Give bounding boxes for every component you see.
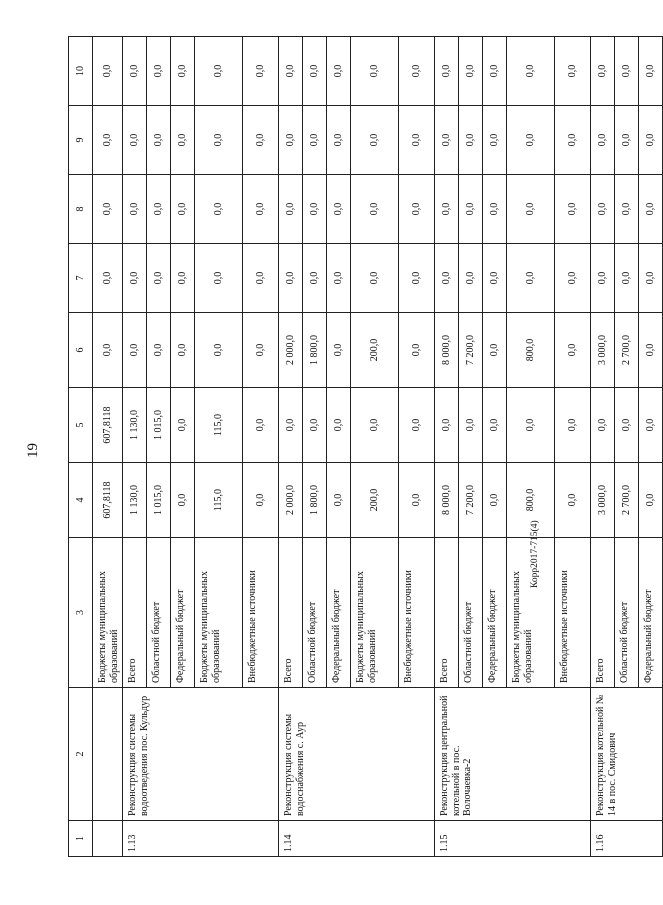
- funding-source-cell: Бюджеты муниципальных образований: [195, 538, 243, 688]
- value-cell: 0,0: [351, 388, 399, 463]
- value-cell: 0,0: [303, 175, 327, 244]
- value-cell: 0,0: [615, 388, 639, 463]
- funding-source-cell: Внебюджетные источники: [399, 538, 435, 688]
- value-cell: 0,0: [327, 244, 351, 313]
- value-cell: 0,0: [483, 175, 507, 244]
- value-cell: 0,0: [123, 244, 147, 313]
- value-cell: 0,0: [639, 106, 663, 175]
- value-cell: 0,0: [171, 37, 195, 106]
- value-cell: 0,0: [639, 388, 663, 463]
- value-cell: 0,0: [243, 463, 279, 538]
- value-cell: 0,0: [171, 388, 195, 463]
- column-header: 10: [69, 37, 93, 106]
- column-header: 2: [69, 688, 93, 821]
- column-header: 9: [69, 106, 93, 175]
- value-cell: 2 700,0: [615, 463, 639, 538]
- value-cell: 607,8118: [93, 388, 123, 463]
- value-cell: 0,0: [123, 37, 147, 106]
- value-cell: 8 000,0: [435, 463, 459, 538]
- funding-source-cell: Федеральный бюджет: [171, 538, 195, 688]
- funding-source-cell: Областной бюджет: [459, 538, 483, 688]
- value-cell: 7 200,0: [459, 313, 483, 388]
- value-cell: 0,0: [591, 106, 615, 175]
- value-cell: 0,0: [243, 244, 279, 313]
- value-cell: 0,0: [615, 106, 639, 175]
- funding-source-cell: Бюджеты муниципальных образований: [351, 538, 399, 688]
- value-cell: 0,0: [327, 106, 351, 175]
- value-cell: 0,0: [507, 175, 555, 244]
- column-header: 5: [69, 388, 93, 463]
- value-cell: 0,0: [147, 313, 171, 388]
- value-cell: 0,0: [147, 175, 171, 244]
- value-cell: 0,0: [435, 37, 459, 106]
- value-cell: 0,0: [123, 106, 147, 175]
- value-cell: 0,0: [147, 37, 171, 106]
- value-cell: 0,0: [459, 37, 483, 106]
- value-cell: 0,0: [459, 106, 483, 175]
- funding-source-cell: Федеральный бюджет: [327, 538, 351, 688]
- value-cell: 0,0: [171, 313, 195, 388]
- value-cell: 0,0: [507, 244, 555, 313]
- document-code: Корр2017-715(4): [530, 520, 540, 588]
- column-header: 4: [69, 463, 93, 538]
- funding-source-cell: Федеральный бюджет: [483, 538, 507, 688]
- value-cell: 7 200,0: [459, 463, 483, 538]
- table-row: [279, 37, 303, 857]
- value-cell: 0,0: [639, 313, 663, 388]
- value-cell: 0,0: [555, 244, 591, 313]
- column-header: 8: [69, 175, 93, 244]
- value-cell: 0,0: [351, 244, 399, 313]
- value-cell: 0,0: [435, 244, 459, 313]
- funding-table-body: [69, 37, 663, 857]
- value-cell: 200,0: [351, 463, 399, 538]
- value-cell: 0,0: [639, 37, 663, 106]
- value-cell: 0,0: [93, 244, 123, 313]
- funding-source-cell: Федеральный бюджет: [639, 538, 663, 688]
- value-cell: 0,0: [507, 37, 555, 106]
- value-cell: 0,0: [399, 37, 435, 106]
- funding-source-cell: Областной бюджет: [147, 538, 171, 688]
- value-cell: 3 000,0: [591, 463, 615, 538]
- value-cell: 0,0: [615, 37, 639, 106]
- value-cell: 0,0: [327, 37, 351, 106]
- value-cell: 0,0: [93, 313, 123, 388]
- value-cell: 0,0: [555, 388, 591, 463]
- value-cell: 0,0: [591, 388, 615, 463]
- header-row: [69, 37, 93, 857]
- value-cell: 0,0: [243, 37, 279, 106]
- value-cell: 0,0: [123, 175, 147, 244]
- value-cell: 0,0: [399, 313, 435, 388]
- value-cell: 2 000,0: [279, 313, 303, 388]
- table-row: [123, 37, 147, 857]
- value-cell: 0,0: [483, 313, 507, 388]
- value-cell: 0,0: [279, 175, 303, 244]
- column-header: 7: [69, 244, 93, 313]
- value-cell: 0,0: [279, 244, 303, 313]
- value-cell: 0,0: [279, 37, 303, 106]
- value-cell: 0,0: [303, 244, 327, 313]
- row-number-cell: 1.15: [435, 821, 591, 857]
- column-header: 3: [69, 538, 93, 688]
- value-cell: 0,0: [555, 313, 591, 388]
- funding-source-cell: Внебюджетные источники: [555, 538, 591, 688]
- value-cell: 0,0: [399, 175, 435, 244]
- value-cell: 607,8118: [93, 463, 123, 538]
- value-cell: 0,0: [147, 244, 171, 313]
- value-cell: 0,0: [555, 37, 591, 106]
- funding-source-cell: Областной бюджет: [303, 538, 327, 688]
- value-cell: 1 800,0: [303, 463, 327, 538]
- value-cell: 0,0: [483, 388, 507, 463]
- value-cell: 0,0: [591, 175, 615, 244]
- value-cell: 0,0: [555, 106, 591, 175]
- project-name-cell: Реконструкция котельной № 14 в пос. Смидович: [591, 688, 663, 821]
- value-cell: 3 000,0: [591, 313, 615, 388]
- value-cell: 0,0: [351, 106, 399, 175]
- value-cell: 0,0: [483, 106, 507, 175]
- value-cell: 0,0: [483, 463, 507, 538]
- value-cell: 0,0: [639, 463, 663, 538]
- value-cell: 0,0: [195, 313, 243, 388]
- value-cell: 0,0: [93, 37, 123, 106]
- value-cell: 0,0: [459, 388, 483, 463]
- funding-source-cell: Внебюджетные источники: [243, 538, 279, 688]
- value-cell: 0,0: [507, 106, 555, 175]
- value-cell: 1 800,0: [303, 313, 327, 388]
- value-cell: 0,0: [123, 313, 147, 388]
- value-cell: 0,0: [639, 175, 663, 244]
- value-cell: 0,0: [171, 244, 195, 313]
- value-cell: 0,0: [195, 106, 243, 175]
- table-row: [591, 37, 615, 857]
- value-cell: 0,0: [459, 244, 483, 313]
- value-cell: 0,0: [399, 463, 435, 538]
- value-cell: 0,0: [615, 244, 639, 313]
- value-cell: 0,0: [147, 106, 171, 175]
- value-cell: 1 015,0: [147, 463, 171, 538]
- value-cell: 0,0: [195, 175, 243, 244]
- value-cell: 0,0: [591, 244, 615, 313]
- value-cell: 115,0: [195, 463, 243, 538]
- funding-source-cell: Всего: [591, 538, 615, 688]
- row-number-cell: 1.13: [123, 821, 279, 857]
- value-cell: 0,0: [243, 106, 279, 175]
- value-cell: 0,0: [483, 37, 507, 106]
- value-cell: 0,0: [591, 37, 615, 106]
- row-number-cell: [93, 821, 123, 857]
- value-cell: 0,0: [243, 313, 279, 388]
- value-cell: 0,0: [303, 388, 327, 463]
- value-cell: 0,0: [279, 106, 303, 175]
- table-row: [435, 37, 459, 857]
- row-number-cell: 1.14: [279, 821, 435, 857]
- funding-source-cell: Бюджеты муниципальных образований: [507, 538, 555, 688]
- value-cell: 0,0: [195, 244, 243, 313]
- column-header: 6: [69, 313, 93, 388]
- value-cell: 0,0: [483, 244, 507, 313]
- value-cell: 0,0: [93, 175, 123, 244]
- value-cell: 8 000,0: [435, 313, 459, 388]
- value-cell: 0,0: [303, 106, 327, 175]
- funding-source-cell: Всего: [279, 538, 303, 688]
- value-cell: 0,0: [615, 175, 639, 244]
- value-cell: 800,0: [507, 463, 555, 538]
- row-number-cell: 1.16: [591, 821, 663, 857]
- value-cell: 0,0: [555, 175, 591, 244]
- value-cell: 0,0: [435, 106, 459, 175]
- value-cell: 0,0: [303, 37, 327, 106]
- value-cell: 1 130,0: [123, 388, 147, 463]
- funding-source-cell: Областной бюджет: [615, 538, 639, 688]
- project-name-cell: [93, 688, 123, 821]
- value-cell: 0,0: [327, 388, 351, 463]
- value-cell: 0,0: [243, 388, 279, 463]
- value-cell: 2 700,0: [615, 313, 639, 388]
- funding-source-cell: Бюджеты муниципальных образований: [93, 538, 123, 688]
- value-cell: 0,0: [93, 106, 123, 175]
- value-cell: 1 130,0: [123, 463, 147, 538]
- value-cell: 0,0: [171, 175, 195, 244]
- continuation-row: [93, 37, 123, 857]
- column-header: 1: [69, 821, 93, 857]
- value-cell: 0,0: [327, 463, 351, 538]
- value-cell: 0,0: [399, 106, 435, 175]
- value-cell: 0,0: [639, 244, 663, 313]
- value-cell: 1 015,0: [147, 388, 171, 463]
- funding-table: [68, 36, 663, 857]
- value-cell: 0,0: [171, 106, 195, 175]
- project-name-cell: Реконструкция системы водоснабжения с. Аур: [279, 688, 435, 821]
- value-cell: 800,0: [507, 313, 555, 388]
- funding-source-cell: Всего: [123, 538, 147, 688]
- value-cell: 0,0: [243, 175, 279, 244]
- value-cell: 115,0: [195, 388, 243, 463]
- project-name-cell: Реконструкция центральной котельной в пос. Волочаевка-2: [435, 688, 591, 821]
- value-cell: 0,0: [399, 244, 435, 313]
- funding-table-container: [68, 37, 656, 857]
- project-name-cell: Реконструкция системы водоотведения пос. Кульдур: [123, 688, 279, 821]
- value-cell: 0,0: [507, 388, 555, 463]
- value-cell: 0,0: [351, 175, 399, 244]
- value-cell: 0,0: [435, 175, 459, 244]
- page-number: 19: [25, 443, 41, 458]
- value-cell: 2 000,0: [279, 463, 303, 538]
- value-cell: 0,0: [399, 388, 435, 463]
- value-cell: 0,0: [279, 388, 303, 463]
- value-cell: 0,0: [327, 313, 351, 388]
- value-cell: 0,0: [555, 463, 591, 538]
- value-cell: 0,0: [351, 37, 399, 106]
- value-cell: 0,0: [171, 463, 195, 538]
- value-cell: 0,0: [459, 175, 483, 244]
- value-cell: 0,0: [435, 388, 459, 463]
- value-cell: 0,0: [195, 37, 243, 106]
- value-cell: 200,0: [351, 313, 399, 388]
- value-cell: 0,0: [327, 175, 351, 244]
- funding-source-cell: Всего: [435, 538, 459, 688]
